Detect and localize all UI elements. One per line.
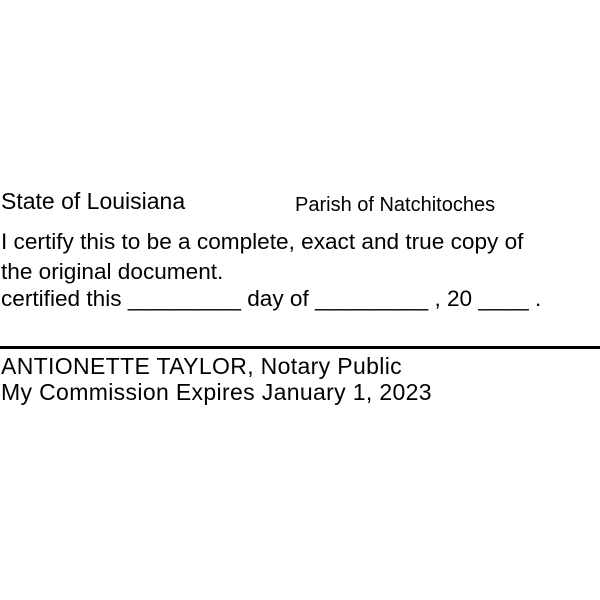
notary-name: ANTIONETTE TAYLOR, Notary Public xyxy=(1,353,403,379)
certification-statement-line-1: I certify this to be a complete, exact and true copy of xyxy=(1,229,524,254)
certified-this-label: certified this xyxy=(1,286,122,311)
year-prefix-label: , 20 xyxy=(434,286,473,311)
day-blank: _________ xyxy=(127,286,241,311)
commission-expiration: My Commission Expires January 1, 2023 xyxy=(1,379,432,405)
period-mark: . xyxy=(534,286,542,311)
year-blank: ____ xyxy=(478,286,529,311)
month-blank: _________ xyxy=(315,286,429,311)
state-label: State of Louisiana xyxy=(1,188,186,214)
day-of-label: day of xyxy=(247,286,309,311)
certified-date-line xyxy=(1,288,541,311)
certification-statement-line-2: the original document. xyxy=(1,259,224,284)
signature-line xyxy=(0,346,600,349)
parish-label: Parish of Natchitoches xyxy=(295,194,496,216)
